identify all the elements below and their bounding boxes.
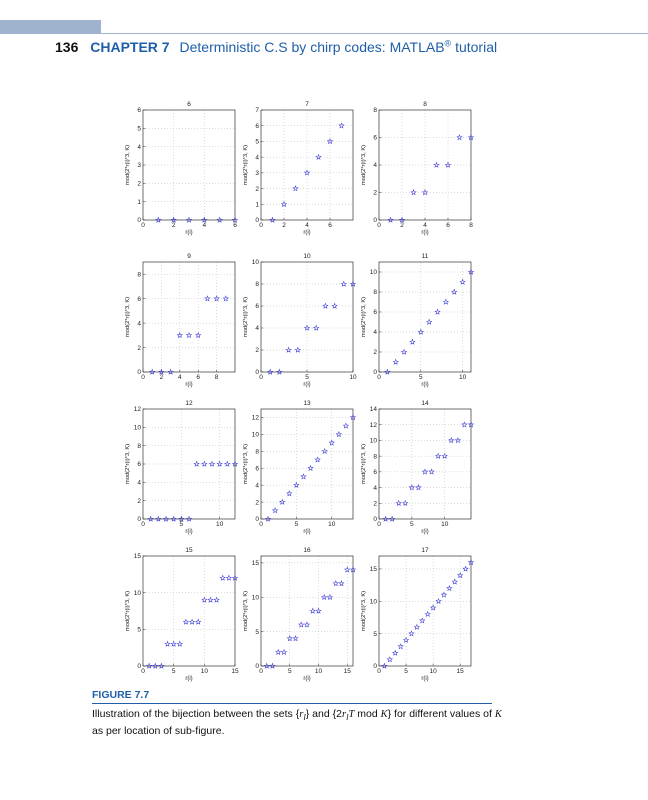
data-point-star (393, 359, 398, 364)
y-tick-label: 3 (137, 162, 141, 170)
x-tick-label: 10 (429, 668, 437, 675)
data-point-star (429, 469, 434, 474)
y-tick-label: 4 (255, 482, 259, 490)
y-tick-label: 10 (251, 431, 259, 439)
x-tick-label: 15 (456, 668, 464, 675)
y-tick-label: 0 (373, 663, 377, 671)
data-point-star (402, 349, 407, 354)
data-point-star (323, 303, 328, 308)
y-tick-label: 0 (137, 663, 141, 671)
y-tick-label: 4 (255, 154, 259, 162)
x-tick-label: 2 (171, 222, 176, 229)
y-tick-label: 10 (369, 269, 377, 277)
x-tick-label: 2 (400, 222, 404, 229)
x-tick-label: 10 (349, 374, 357, 381)
y-tick-label: 2 (137, 180, 141, 188)
data-point-star (420, 618, 425, 623)
y-tick-label: 10 (369, 598, 377, 606)
subplot-title: 9 (187, 253, 191, 260)
plot-frame (261, 556, 353, 666)
y-tick-label: 0 (373, 516, 377, 524)
data-point-star (457, 135, 462, 140)
data-point-star (345, 567, 350, 572)
x-tick-label: 10 (200, 668, 208, 675)
y-axis-label: mod(2*r(i)*3, K) (243, 144, 249, 186)
y-tick-label: 2 (137, 344, 141, 352)
x-tick-label: 2 (159, 374, 164, 381)
x-tick-label: 0 (141, 374, 145, 381)
y-tick-label: 2 (255, 185, 259, 193)
data-point-star (409, 631, 414, 636)
data-point-star (442, 454, 447, 459)
caption-text-3: } for different values of (387, 708, 495, 720)
data-point-star (436, 454, 441, 459)
y-axis-label: mod(2*r(i)*3, K) (125, 590, 131, 632)
y-tick-label: 6 (373, 134, 377, 142)
x-tick-label: 0 (141, 668, 145, 675)
y-axis-label: mod(2*r(i)*3, K) (243, 590, 249, 632)
y-tick-label: 2 (137, 497, 141, 505)
y-tick-label: 6 (137, 295, 141, 303)
plot-frame (379, 262, 471, 372)
x-tick-label: 4 (423, 222, 427, 229)
x-tick-label: 10 (459, 374, 467, 381)
subplot-10 (243, 253, 357, 388)
x-tick-label: 0 (259, 668, 263, 675)
data-point-star (205, 296, 210, 301)
plot-frame (261, 409, 353, 519)
data-point-star (287, 491, 292, 496)
data-point-star (436, 599, 441, 604)
data-point-star (443, 299, 448, 304)
y-tick-label: 8 (255, 281, 259, 289)
y-tick-label: 6 (255, 303, 259, 311)
data-point-star (310, 608, 315, 613)
x-axis-label: r(i) (421, 230, 429, 236)
data-point-star (398, 644, 403, 649)
y-tick-label: 5 (255, 138, 259, 146)
subplot-7 (243, 101, 353, 236)
subplot-14 (361, 400, 473, 535)
data-point-star (343, 423, 348, 428)
subplot-13 (243, 400, 355, 535)
page-number: 136 (55, 38, 79, 55)
y-tick-label: 0 (373, 217, 377, 225)
x-axis-label: r(i) (303, 529, 311, 535)
x-axis-label: r(i) (303, 382, 311, 388)
x-tick-label: 6 (233, 222, 237, 229)
x-tick-label: 5 (171, 668, 176, 675)
y-tick-label: 10 (251, 259, 259, 267)
data-point-star (341, 281, 346, 286)
x-tick-label: 0 (377, 374, 381, 381)
y-tick-label: 0 (255, 516, 259, 524)
subplot-9 (125, 253, 235, 388)
data-point-star (208, 597, 213, 602)
x-tick-label: 5 (410, 521, 414, 528)
y-axis-label: mod(2*r(i)*3, K) (361, 144, 367, 186)
x-tick-label: 10 (216, 521, 224, 528)
y-tick-label: 12 (251, 414, 259, 422)
figure-rule (92, 703, 492, 704)
data-point-star (187, 333, 192, 338)
y-tick-label: 7 (255, 107, 259, 115)
y-tick-label: 6 (255, 465, 259, 473)
y-tick-label: 3 (255, 170, 259, 178)
data-point-star (273, 508, 278, 513)
x-tick-label: 5 (294, 521, 299, 528)
y-tick-label: 12 (133, 406, 141, 414)
y-tick-label: 10 (251, 594, 259, 602)
y-tick-label: 1 (137, 198, 141, 206)
chapter-label: CHAPTER 7 (90, 38, 170, 55)
x-axis-label: r(i) (185, 676, 193, 682)
y-tick-label: 0 (255, 217, 259, 225)
data-point-star (177, 333, 182, 338)
y-tick-label: 8 (137, 442, 141, 450)
y-tick-label: 6 (373, 469, 377, 477)
caption-sub-l2: l (346, 712, 349, 723)
subplot-17 (361, 547, 473, 682)
y-tick-label: 15 (369, 566, 377, 574)
x-tick-label: 8 (469, 222, 473, 229)
data-point-star (441, 592, 446, 597)
x-tick-label: 5 (179, 521, 184, 528)
subplot-title: 7 (305, 101, 309, 108)
data-point-star (403, 501, 408, 506)
x-tick-label: 15 (231, 668, 239, 675)
data-point-star (463, 566, 468, 571)
y-tick-label: 8 (373, 453, 377, 461)
subplot-title: 17 (421, 547, 429, 554)
y-tick-label: 6 (373, 309, 377, 317)
data-point-star (416, 485, 421, 490)
x-tick-label: 5 (305, 374, 309, 381)
subplot-title: 12 (185, 400, 193, 407)
y-tick-label: 2 (373, 349, 377, 357)
y-tick-label: 8 (255, 448, 259, 456)
data-point-star (165, 641, 170, 646)
y-tick-label: 2 (373, 500, 377, 508)
x-tick-label: 6 (196, 374, 201, 381)
x-tick-label: 0 (259, 521, 263, 528)
x-axis-label: r(i) (421, 676, 429, 682)
data-point-star (435, 309, 440, 314)
data-point-star (177, 641, 182, 646)
y-axis-label: mod(2*r(i)*3, K) (125, 443, 131, 485)
x-tick-label: 5 (404, 668, 408, 675)
x-tick-label: 2 (282, 222, 286, 229)
y-tick-label: 6 (137, 107, 141, 115)
chapter-title-suffix: tutorial (451, 38, 498, 55)
data-point-star (404, 638, 409, 643)
subplot-title: 10 (303, 253, 311, 260)
x-tick-label: 10 (314, 668, 323, 675)
data-point-star (223, 296, 228, 301)
registered-mark: ® (444, 38, 452, 48)
plot-frame (379, 409, 471, 519)
x-axis-label: r(i) (185, 230, 193, 236)
data-point-star (339, 123, 344, 128)
y-axis-label: mod(2*r(i)*3, K) (361, 590, 367, 632)
data-point-star (410, 339, 415, 344)
subplot-15 (125, 547, 239, 682)
data-point-star (393, 650, 398, 655)
y-tick-label: 2 (255, 347, 259, 355)
y-tick-label: 4 (373, 162, 377, 170)
y-tick-label: 0 (137, 369, 141, 377)
y-tick-label: 4 (137, 143, 141, 151)
y-tick-label: 5 (137, 626, 141, 634)
data-point-star (332, 303, 337, 308)
data-point-star (220, 575, 225, 580)
data-point-star (293, 186, 298, 191)
data-point-star (282, 650, 287, 655)
subplot-title: 14 (421, 400, 429, 407)
y-tick-label: 8 (137, 271, 141, 279)
data-point-star (452, 579, 457, 584)
x-axis-label: r(i) (303, 676, 311, 682)
y-tick-label: 0 (255, 663, 259, 671)
data-point-star (194, 461, 199, 466)
x-tick-label: 0 (377, 521, 381, 528)
y-tick-label: 4 (137, 320, 141, 328)
y-tick-label: 4 (137, 479, 141, 487)
data-point-star (414, 625, 419, 630)
data-point-star (462, 422, 467, 427)
subplot-title: 16 (303, 547, 311, 554)
y-tick-label: 4 (373, 329, 377, 337)
x-tick-label: 0 (259, 374, 263, 381)
x-tick-label: 10 (441, 521, 449, 528)
x-tick-label: 6 (328, 222, 332, 229)
subplot-11 (361, 253, 473, 388)
caption-var-r2: r (341, 709, 347, 720)
data-point-star (202, 461, 207, 466)
data-point-star (183, 619, 188, 624)
plot-frame (379, 556, 471, 666)
figure-label: FIGURE 7.7 (92, 689, 150, 701)
plot-frame (143, 262, 235, 372)
data-point-star (190, 619, 195, 624)
data-point-star (282, 202, 287, 207)
y-tick-label: 10 (133, 424, 141, 432)
y-tick-label: 15 (251, 560, 259, 568)
subplot-12 (125, 400, 237, 535)
y-tick-label: 0 (255, 369, 259, 377)
y-tick-label: 10 (133, 589, 141, 597)
y-tick-label: 0 (137, 217, 141, 225)
caption-line-2: as per location of sub-figure. (92, 725, 225, 738)
data-point-star (196, 619, 201, 624)
caption-mod: mod (354, 708, 381, 720)
caption-var-t: T (348, 709, 355, 720)
y-tick-label: 5 (137, 125, 141, 133)
x-tick-label: 0 (377, 222, 381, 229)
data-point-star (411, 190, 416, 195)
y-axis-label: mod(2*r(i)*3, K) (125, 296, 131, 338)
y-tick-label: 5 (373, 630, 377, 638)
x-tick-label: 0 (259, 222, 263, 229)
y-tick-label: 14 (369, 406, 377, 414)
subplot-title: 11 (421, 253, 429, 260)
subplot-title: 15 (185, 547, 193, 554)
data-point-star (308, 466, 313, 471)
x-axis-label: r(i) (185, 529, 193, 535)
y-axis-label: mod(2*r(i)*3, K) (243, 443, 249, 485)
y-tick-label: 0 (373, 369, 377, 377)
x-tick-label: 4 (177, 374, 182, 381)
y-tick-label: 6 (137, 461, 141, 469)
caption-text-1: Illustration of the bijection between the sets { (92, 708, 300, 720)
y-tick-label: 15 (133, 553, 141, 561)
x-axis-label: r(i) (303, 230, 311, 236)
data-point-star (336, 432, 341, 437)
data-point-star (460, 279, 465, 284)
data-point-star (287, 636, 292, 641)
y-axis-label: mod(2*r(i)*3, K) (243, 296, 249, 338)
caption-var-k2: K (494, 709, 502, 720)
y-tick-label: 2 (255, 499, 259, 507)
x-tick-label: 0 (377, 668, 381, 675)
subplot-6 (125, 101, 237, 236)
x-tick-label: 5 (287, 668, 292, 675)
caption-var-r: r (299, 709, 304, 720)
y-tick-label: 0 (137, 516, 141, 524)
x-tick-label: 10 (328, 521, 336, 528)
x-tick-label: 4 (305, 222, 309, 229)
data-point-star (339, 581, 344, 586)
data-point-star (214, 597, 219, 602)
y-tick-label: 1 (255, 201, 259, 209)
caption-text-2: } and {2 (305, 708, 342, 720)
y-tick-label: 4 (255, 325, 259, 333)
x-tick-label: 15 (343, 668, 351, 675)
y-tick-label: 8 (373, 107, 377, 115)
caption-var-k: K (380, 709, 388, 720)
x-tick-label: 0 (141, 521, 145, 528)
data-point-star (226, 575, 231, 580)
data-point-star (333, 581, 338, 586)
x-tick-label: 8 (214, 374, 219, 381)
y-tick-label: 6 (255, 122, 259, 130)
y-axis-label: mod(2*r(i)*3, K) (125, 144, 131, 186)
data-point-star (299, 622, 304, 627)
data-point-star (196, 333, 201, 338)
subplot-title: 13 (303, 400, 311, 407)
x-axis-label: r(i) (421, 529, 429, 535)
caption-sub-l: l (303, 712, 306, 723)
y-axis-label: mod(2*r(i)*3, K) (361, 443, 367, 485)
y-axis-label: mod(2*r(i)*3, K) (361, 296, 367, 338)
y-tick-label: 5 (255, 628, 259, 636)
subplot-16 (243, 547, 355, 682)
data-point-star (387, 657, 392, 662)
x-axis-label: r(i) (421, 382, 429, 388)
data-point-star (202, 597, 207, 602)
data-point-star (315, 457, 320, 462)
chapter-title-text: Deterministic C.S by chirp codes: MATLAB (179, 38, 445, 55)
x-axis-label: r(i) (185, 382, 193, 388)
data-point-star (458, 573, 463, 578)
x-tick-label: 5 (419, 374, 423, 381)
plot-frame (143, 556, 235, 666)
data-point-star (293, 636, 298, 641)
data-point-star (396, 501, 401, 506)
x-tick-label: 4 (202, 222, 207, 229)
subplot-8 (361, 101, 473, 236)
data-point-star (305, 622, 310, 627)
data-point-star (427, 319, 432, 324)
y-tick-label: 12 (369, 421, 377, 429)
x-tick-label: 0 (141, 222, 145, 229)
subplot-title: 6 (187, 101, 191, 108)
data-point-star (447, 586, 452, 591)
y-tick-label: 4 (373, 484, 377, 492)
y-tick-label: 10 (369, 437, 377, 445)
data-point-star (425, 612, 430, 617)
data-point-star (276, 650, 281, 655)
x-tick-label: 6 (446, 222, 450, 229)
y-tick-label: 2 (373, 189, 377, 197)
data-point-star (314, 325, 319, 330)
y-tick-label: 8 (373, 289, 377, 297)
data-point-star (301, 474, 306, 479)
subplot-title: 8 (423, 101, 427, 108)
figure-caption (92, 707, 512, 738)
